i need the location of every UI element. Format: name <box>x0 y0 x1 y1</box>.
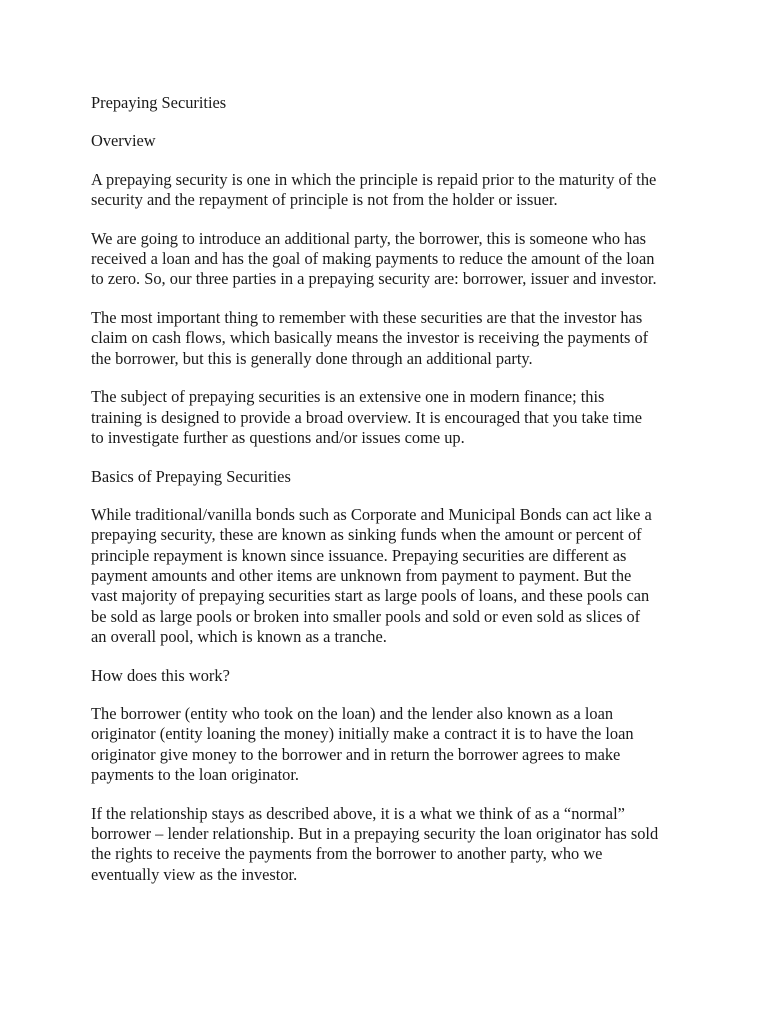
text-line: originator (entity loaning the money) initially make a contract it is to have the loan <box>91 724 634 744</box>
text-line: We are going to introduce an additional party, the borrower, this is someone who has <box>91 228 647 248</box>
paragraph <box>91 170 691 211</box>
document-body <box>91 93 691 903</box>
text-line: an overall pool, which is known as a tranche. <box>91 626 387 646</box>
paragraph <box>91 387 691 448</box>
text-line: claim on cash flows, which basically means the investor is receiving the payments of <box>91 328 649 348</box>
section-heading-basics: Basics of Prepaying Securities <box>91 466 291 486</box>
text-line: to investigate further as questions and/or issues come up. <box>91 428 465 448</box>
text-line: payments to the loan originator. <box>91 764 300 784</box>
paragraph <box>91 229 691 290</box>
text-line: The most important thing to remember with these securities are that the investor has <box>91 308 643 328</box>
text-line: borrower – lender relationship. But in a prepaying security the loan originator has sold <box>91 824 659 844</box>
text-line: If the relationship stays as described above, it is a what we think of as a “normal” <box>91 803 625 823</box>
text-line: prepaying security, these are known as sinking funds when the amount or percent of <box>91 525 642 545</box>
text-line: principle repayment is known since issuance. Prepaying securities are different as <box>91 545 627 565</box>
paragraph <box>91 308 691 369</box>
paragraph <box>91 704 691 785</box>
text-line: The subject of prepaying securities is an extensive one in modern finance; this <box>91 387 605 407</box>
text-line: The borrower (entity who took on the loan) and the lender also known as a loan <box>91 704 614 724</box>
text-line: training is designed to provide a broad overview. It is encouraged that you take time <box>91 407 643 427</box>
paragraph <box>91 804 691 885</box>
text-line: the borrower, but this is generally done through an additional party. <box>91 348 533 368</box>
text-line: A prepaying security is one in which the principle is repaid prior to the maturity of the <box>91 169 657 189</box>
section-heading-overview: Overview <box>91 131 156 151</box>
text-line: payment amounts and other items are unknown from payment to payment. But the <box>91 566 632 586</box>
text-line: vast majority of prepaying securities start as large pools of loans, and these pools can <box>91 586 650 606</box>
text-line: eventually view as the investor. <box>91 864 298 884</box>
text-line: received a loan and has the goal of making payments to reduce the amount of the loan <box>91 248 655 268</box>
document-title: Prepaying Securities <box>91 93 227 112</box>
text-line: security and the repayment of principle is not from the holder or issuer. <box>91 189 558 209</box>
text-line: the rights to receive the payments from the borrower to another party, who we <box>91 844 603 864</box>
section-heading-how-it-works: How does this work? <box>91 665 230 685</box>
text-line: to zero. So, our three parties in a prepaying security are: borrower, issuer and investor. <box>91 269 657 289</box>
text-line: originator give money to the borrower and in return the borrower agrees to make <box>91 744 621 764</box>
text-line: While traditional/vanilla bonds such as Corporate and Municipal Bonds can act like a <box>91 505 652 525</box>
paragraph <box>91 505 691 647</box>
text-line: be sold as large pools or broken into smaller pools and sold or even sold as slices of <box>91 606 641 626</box>
